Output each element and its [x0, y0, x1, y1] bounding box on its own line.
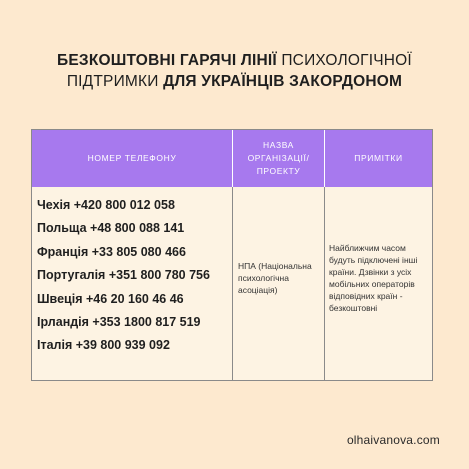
header-organization: НАЗВА ОРГАНІЗАЦІЇ/ ПРОЕКТУ [232, 130, 324, 187]
header-notes: ПРИМІТКИ [324, 130, 432, 187]
notes-cell: Найближчим часом будуть підключені інші країни. Дзвінки з усіх мобільних операторів відповідних країн - безкоштовні [329, 243, 418, 313]
hotlines-table [31, 129, 433, 381]
phone-italy: Італія +39 800 939 092 [37, 338, 170, 353]
phone-list [37, 196, 232, 360]
title-line-2: ПІДТРИМКИ ДЛЯ УКРАЇНЦІВ ЗАКОРДОНОМ [66, 73, 403, 90]
phone-portugal: Португалія +351 800 780 756 [37, 268, 210, 283]
header-phone-number: НОМЕР ТЕЛЕФОНУ [87, 153, 177, 163]
phone-france: Франція +33 805 080 466 [37, 244, 186, 259]
website-credit: olhaivanova.com [346, 433, 440, 447]
column-divider [232, 187, 233, 380]
phone-ireland: Ірландія +353 1800 817 519 [37, 314, 201, 329]
title-line-1: БЕЗКОШТОВНІ ГАРЯЧІ ЛІНІЇ ПСИХОЛОГІЧНОЇ [57, 52, 412, 69]
organization-cell: НПА (Національна психологічна асоціація) [238, 261, 312, 295]
phone-czech: Чехія +420 800 012 058 [37, 198, 175, 212]
table-header [32, 130, 432, 187]
phone-sweden: Швеція +46 20 160 46 46 [37, 291, 184, 306]
page-title [0, 50, 469, 92]
phone-poland: Польща +48 800 088 141 [37, 221, 185, 236]
column-divider [324, 187, 325, 380]
